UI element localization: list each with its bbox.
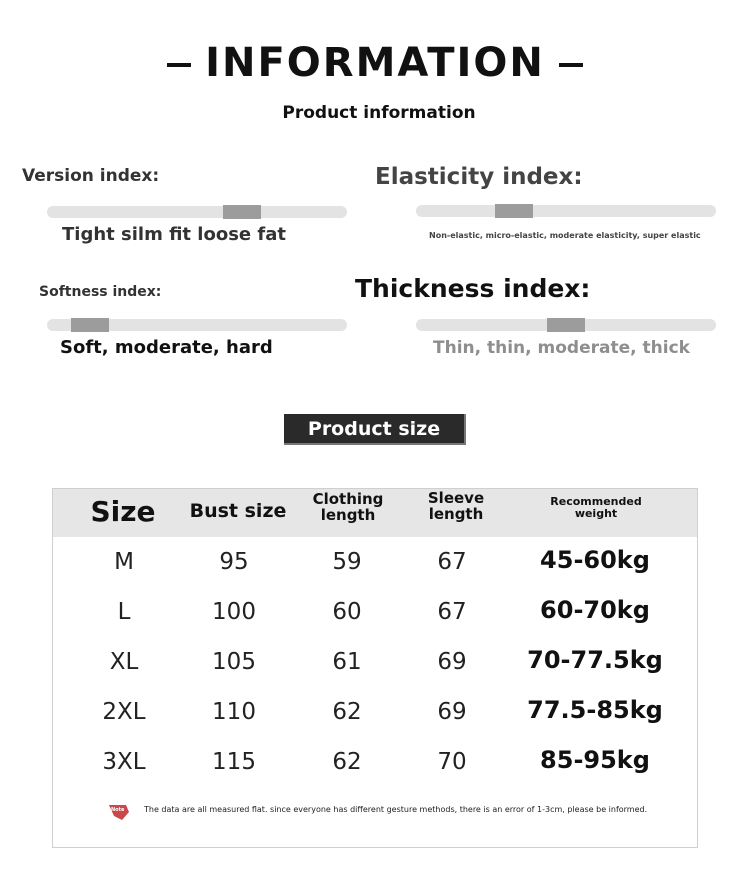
cell-length: 61 xyxy=(332,649,362,675)
cell-sleeve: 70 xyxy=(437,749,467,775)
cell-size: L xyxy=(117,599,131,625)
header-weight-line2: weight xyxy=(574,506,618,520)
header-sleeve-line2: length xyxy=(428,504,484,523)
product-size-heading: Product size size xyxy=(284,414,466,445)
page-title xyxy=(0,40,750,86)
note-icon-label: Note xyxy=(111,807,125,813)
header-sleeve-line1: Sleeve xyxy=(427,489,485,507)
thickness-index-label: Thickness index: xyxy=(355,274,591,303)
size-table-header xyxy=(53,489,697,537)
version-index-thumb xyxy=(223,205,261,219)
header-clothing-line2: length xyxy=(320,505,376,524)
cell-weight: 45-60kg xyxy=(540,546,650,574)
cell-length: 60 xyxy=(332,599,362,625)
elasticity-index-slider xyxy=(416,205,716,217)
version-index-description: Tight silm fit loose fat xyxy=(62,224,286,245)
cell-sleeve: 67 xyxy=(437,549,467,575)
cell-length: 62 xyxy=(332,699,362,725)
cell-weight: 85-95kg xyxy=(540,746,650,774)
version-index-slider xyxy=(47,206,347,218)
header-size: Size xyxy=(90,495,156,528)
cell-size: XL xyxy=(109,649,139,675)
cell-size: 3XL xyxy=(102,749,146,775)
thickness-index-slider xyxy=(416,319,716,331)
cell-weight: 70-77.5kg xyxy=(527,646,663,674)
header-clothing-line1: Clothing xyxy=(312,490,384,508)
title-dash-right xyxy=(559,63,583,67)
elasticity-index-description: Non-elastic, micro-elastic, moderate elasticity, super elastic xyxy=(429,231,701,240)
page-subtitle: Product information xyxy=(282,103,476,123)
cell-sleeve: 69 xyxy=(437,699,467,725)
page-title-text: INFORMATION xyxy=(205,40,545,86)
header-clothing-length xyxy=(298,492,398,524)
cell-bust: 115 xyxy=(212,749,256,775)
header-bust: Bust size xyxy=(189,500,287,522)
cell-length: 62 xyxy=(332,749,362,775)
softness-index-thumb xyxy=(71,318,109,332)
cell-length: 59 xyxy=(332,549,362,575)
softness-index-slider xyxy=(47,319,347,331)
softness-index-label: Softness index: xyxy=(39,284,162,300)
note-text: The data are all measured flat. since everyone has different gesture methods, there is an error of 1-3cm, please be informed. xyxy=(144,805,648,814)
cell-weight: 60-70kg xyxy=(540,596,650,624)
note-tag-icon xyxy=(108,803,130,821)
elasticity-index-thumb xyxy=(495,204,533,218)
cell-bust: 105 xyxy=(212,649,256,675)
cell-bust: 100 xyxy=(212,599,256,625)
cell-sleeve: 69 xyxy=(437,649,467,675)
version-index-label: Version index: xyxy=(22,166,160,186)
cell-weight: 77.5-85kg xyxy=(527,696,663,724)
elasticity-index-label: Elasticity index: xyxy=(375,164,583,190)
header-recommended-weight xyxy=(526,496,666,519)
header-weight-line1: Recommended xyxy=(550,495,642,508)
cell-size: 2XL xyxy=(102,699,146,725)
thickness-index-thumb xyxy=(547,318,585,332)
cell-size: M xyxy=(114,549,134,575)
header-sleeve-length xyxy=(406,491,506,523)
title-dash-left xyxy=(167,63,191,67)
cell-bust: 110 xyxy=(212,699,256,725)
softness-index-description: Soft, moderate, hard xyxy=(60,337,273,358)
cell-bust: 95 xyxy=(219,549,249,575)
thickness-index-description: Thin, thin, moderate, thick xyxy=(433,338,690,358)
cell-sleeve: 67 xyxy=(437,599,467,625)
